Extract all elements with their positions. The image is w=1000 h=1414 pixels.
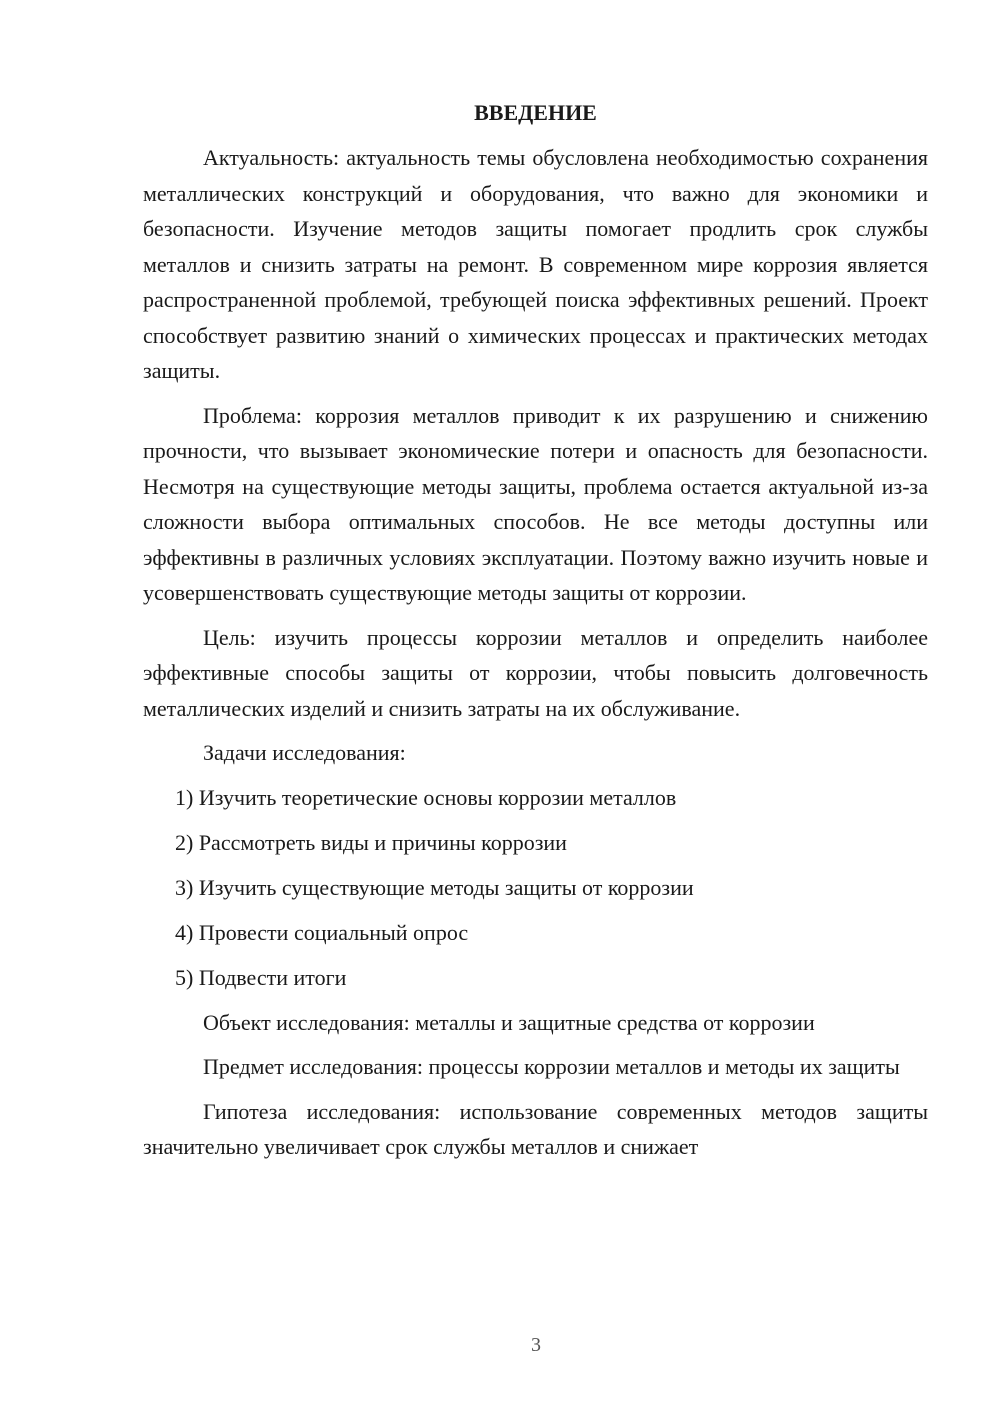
task-item: 5) Подвести итоги [175, 964, 347, 990]
task-item: 1) Изучить теоретические основы коррозии металлов [175, 784, 677, 810]
task-item: 2) Рассмотреть виды и причины коррозии [175, 829, 567, 855]
tasks-list [143, 780, 928, 996]
hypothesis-paragraph: Гипотеза исследования: использование современных методов защиты значительно увеличивает срок службы металлов и снижает [143, 1098, 928, 1159]
page-number: 3 [531, 1334, 541, 1356]
subject-paragraph: Предмет исследования: процессы коррозии металлов и методы их защиты [203, 1054, 900, 1079]
problem-paragraph: Проблема: коррозия металлов приводит к их разрушению и снижению прочности, что вызывает экономические потери и опасность для безопасности. Несмотря на существующие методы защиты, проблема остается актуальной из-за сложности выбора оптимальных способов. Не все методы доступны или эффективны в различных условиях эксплуатации. Поэтому важно изучить новые и усовершенствовать существующие методы защиты от коррозии. [143, 402, 928, 605]
page-content [143, 95, 928, 1174]
task-item: 3) Изучить существующие методы защиты от коррозии [175, 874, 694, 900]
object-paragraph: Объект исследования: металлы и защитные средства от коррозии [203, 1009, 815, 1035]
tasks-heading: Задачи исследования: [203, 740, 406, 765]
goal-paragraph: Цель: изучить процессы коррозии металлов и определить наиболее эффективные способы защиты от коррозии, чтобы повысить долговечность металлических изделий и снизить затраты на их обслуживание. [143, 624, 928, 721]
task-item: 4) Провести социальный опрос [175, 919, 469, 945]
relevance-paragraph: Актуальность: актуальность темы обусловлена необходимостью сохранения металлических конструкций и оборудования, что важно для экономики и безопасности. Изучение методов защиты помогает продлить срок службы металлов и снизить затраты на ремонт. В современном мире коррозия является распространенной проблемой, требующей поиска эффективных решений. Проект способствует развитию знаний о химических процессах и практических методах защиты. [143, 145, 928, 383]
page-title: ВВЕДЕНИЕ [474, 100, 597, 125]
